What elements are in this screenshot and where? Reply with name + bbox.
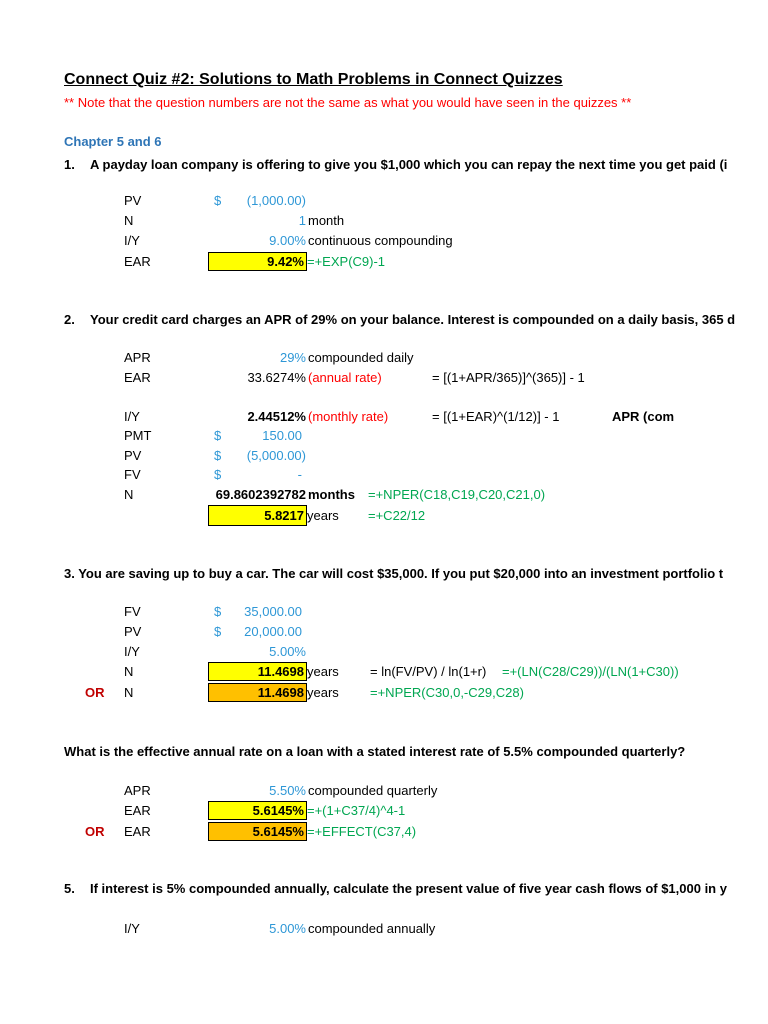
q2-fv-label: FV xyxy=(124,467,141,482)
q4-ear1-formula: =+(1+C37/4)^4-1 xyxy=(307,803,406,818)
q2-ear-formula: = [(1+APR/365)]^(365)] - 1 xyxy=(432,370,585,385)
q3-n2-cell[interactable] xyxy=(208,683,307,702)
q1-ear-cell[interactable] xyxy=(208,252,307,271)
q4-ear2-cell[interactable] xyxy=(208,822,307,841)
chapter-heading: Chapter 5 and 6 xyxy=(64,134,162,149)
q1-n-note: month xyxy=(308,213,345,228)
q2-number: 2. xyxy=(64,312,75,327)
q4-apr-value: 5.50% xyxy=(269,783,306,798)
q1-ear-label: EAR xyxy=(124,254,151,269)
q1-iy-value: 9.00% xyxy=(269,233,306,248)
q4-ear2-label: EAR xyxy=(124,824,151,839)
q4-apr-note: compounded quarterly xyxy=(308,783,438,798)
q3-pv-value: 20,000.00 xyxy=(244,624,302,639)
q3-pv-dollar: $ xyxy=(214,624,222,639)
q3-fv-dollar: $ xyxy=(214,604,222,619)
q3-iy-label: I/Y xyxy=(124,644,140,659)
q4-ear2-value: 5.6145% xyxy=(252,824,304,839)
q5-iy-note: compounded annually xyxy=(308,921,436,936)
q2-pmt-label: PMT xyxy=(124,428,152,443)
q3-fv-label: FV xyxy=(124,604,141,619)
page-title: Connect Quiz #2: Solutions to Math Problems in Connect Quizzes xyxy=(64,71,563,88)
q1-text: A payday loan company is offering to give you $1,000 which you can repay the next time you get paid (i xyxy=(90,157,728,172)
q2-apr-comp-text: APR (com xyxy=(612,409,675,424)
q1-pv-value: (1,000.00) xyxy=(246,193,306,208)
q2-ear-label: EAR xyxy=(124,370,151,385)
q2-years-cell[interactable] xyxy=(208,505,307,526)
q5-iy-label: I/Y xyxy=(124,921,140,936)
q1-pv-dollar: $ xyxy=(214,193,222,208)
q1-n-value: 1 xyxy=(298,213,306,228)
q3-n2-label: N xyxy=(124,685,134,700)
q2-iy-value: 2.44512% xyxy=(247,409,306,424)
q1-ear-formula: =+EXP(C9)-1 xyxy=(307,254,386,269)
q2-n-label: N xyxy=(124,487,134,502)
q2-ear-note: (annual rate) xyxy=(308,370,382,385)
q2-iy-formula: = [(1+EAR)^(1/12)] - 1 xyxy=(432,409,560,424)
q2-pmt-value: 150.00 xyxy=(262,428,302,443)
q2-fv-dollar: $ xyxy=(214,467,222,482)
q3-fv-value: 35,000.00 xyxy=(244,604,302,619)
note-text: ** Note that the question numbers are not the same as what you would have seen in the quizzes ** xyxy=(64,95,632,110)
q4-ear1-value: 5.6145% xyxy=(252,803,304,818)
q3-iy-value: 5.00% xyxy=(269,644,306,659)
q3-n1-formula-excel: =+(LN(C28/C29))/(LN(1+C30)) xyxy=(502,664,679,679)
q2-apr-label: APR xyxy=(124,350,151,365)
q3-n1-formula: = ln(FV/PV) / ln(1+r) xyxy=(370,664,487,679)
q4-text: What is the effective annual rate on a loan with a stated interest rate of 5.5% compounded quarterly? xyxy=(64,744,686,759)
q1-n-label: N xyxy=(124,213,134,228)
q4-apr-label: APR xyxy=(124,783,151,798)
q2-apr-value: 29% xyxy=(279,350,306,365)
q2-years-formula: =+C22/12 xyxy=(368,508,426,523)
q3-n1-value: 11.4698 xyxy=(257,664,304,679)
q4-or-label: OR xyxy=(85,824,105,839)
q3-n2-note: years xyxy=(307,685,339,700)
q1-pv-label: PV xyxy=(124,193,142,208)
q2-fv-value: - xyxy=(297,467,302,482)
q1-number: 1. xyxy=(64,157,75,172)
q4-ear1-label: EAR xyxy=(124,803,151,818)
q2-text: Your credit card charges an APR of 29% on your balance. Interest is compounded on a daily basis, 365 d xyxy=(90,312,736,327)
q5-iy-value: 5.00% xyxy=(269,921,306,936)
q2-apr-note: compounded daily xyxy=(308,350,414,365)
q2-ear-value: 33.6274% xyxy=(247,370,306,385)
q2-n-note: months xyxy=(308,487,355,502)
q2-iy-label: I/Y xyxy=(124,409,140,424)
q2-years-value: 5.8217 xyxy=(264,508,304,523)
q2-pv-dollar: $ xyxy=(214,448,222,463)
q4-ear2-formula: =+EFFECT(C37,4) xyxy=(307,824,417,839)
q3-n1-cell[interactable] xyxy=(208,662,307,681)
q3-or-label: OR xyxy=(85,685,105,700)
q3-n1-note: years xyxy=(307,664,339,679)
q1-ear-value: 9.42% xyxy=(267,254,304,269)
q2-iy-note: (monthly rate) xyxy=(308,409,389,424)
q2-n-value: 69.8602392782 xyxy=(215,487,306,502)
q3-pv-label: PV xyxy=(124,624,142,639)
q3-text: 3. You are saving up to buy a car. The car will cost $35,000. If you put $20,000 into an investment portfolio t xyxy=(64,566,724,581)
q2-pv-value: (5,000.00) xyxy=(246,448,306,463)
q2-n-formula: =+NPER(C18,C19,C20,C21,0) xyxy=(368,487,546,502)
q2-pv-label: PV xyxy=(124,448,142,463)
q5-text: If interest is 5% compounded annually, calculate the present value of five year cash flows of $1,000 in y xyxy=(90,881,727,896)
q4-ear1-cell[interactable] xyxy=(208,801,307,820)
q1-iy-label: I/Y xyxy=(124,233,140,248)
q2-pmt-dollar: $ xyxy=(214,428,222,443)
q3-n1-label: N xyxy=(124,664,134,679)
q5-number: 5. xyxy=(64,881,75,896)
q3-n2-formula: =+NPER(C30,0,-C29,C28) xyxy=(370,685,524,700)
q3-n2-value: 11.4698 xyxy=(257,685,304,700)
q1-iy-note: continuous compounding xyxy=(308,233,453,248)
q2-years-note: years xyxy=(307,508,339,523)
